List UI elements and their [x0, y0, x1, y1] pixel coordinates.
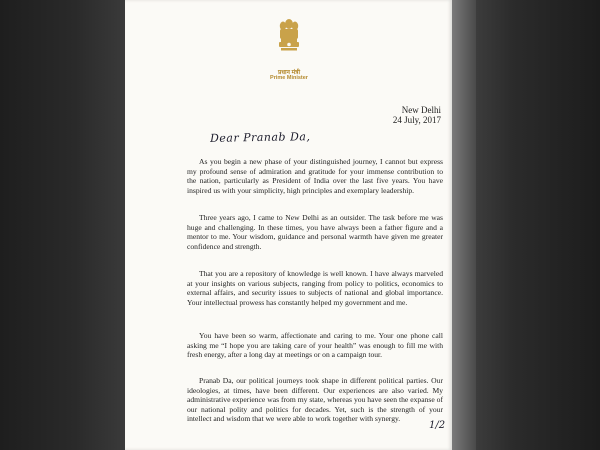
letter-page	[125, 0, 452, 450]
page-edge-shadow	[452, 0, 476, 450]
letter-place: New Delhi	[401, 105, 441, 115]
letter-paragraph-5: Pranab Da, our political journeys took shape in different political parties. Our ideologies, at times, have been different. Our experiences are also varied. My administrative experience was from my state, whereas you have seen the expanse of our national polity and politics for decades. Yet, such is the strength of your intellect and wisdom that we were able to work together with synergy.	[187, 376, 443, 424]
office-name-english: Prime Minister	[270, 75, 308, 81]
page-number: 1/2	[429, 420, 446, 431]
letter-paragraph-3: That you are a repository of knowledge is well known. I have always marveled at your insights on various subjects, ranging from policy to politics, economics to external affairs, and security issues to subjects of national and global importance. Your intellectual prowess has constantly helped my government and me.	[187, 269, 443, 307]
letter-paragraph-2: Three years ago, I came to New Delhi as an outsider. The task before me was huge and challenging. In these times, you have always been a father figure and a mentor to me. Your wisdom, guidance and personal warmth have given me greater confidence and strength.	[187, 213, 443, 251]
office-name-hindi: प्रधान मंत्री	[277, 70, 301, 76]
background-right	[476, 0, 600, 450]
letter-date: 24 July, 2017	[392, 115, 441, 125]
handwritten-salutation: Dear Pranab Da,	[209, 130, 311, 145]
letter-paragraph-1: As you begin a new phase of your distinguished journey, I cannot but express my profound sense of admiration and gratitude for your immense contribution to the nation, particularly as President of India over the last five years. You have inspired us with your simplicity, high principles and exemplary leadership.	[187, 157, 443, 195]
letter-paragraph-4: You have been so warm, affectionate and caring to me. Your one phone call asking me “I hope you are taking care of your health” was enough to fill me with fresh energy, after a long day at meetings or on a campaign tour.	[187, 331, 443, 360]
national-emblem-icon	[276, 18, 302, 66]
background-left	[0, 0, 125, 450]
